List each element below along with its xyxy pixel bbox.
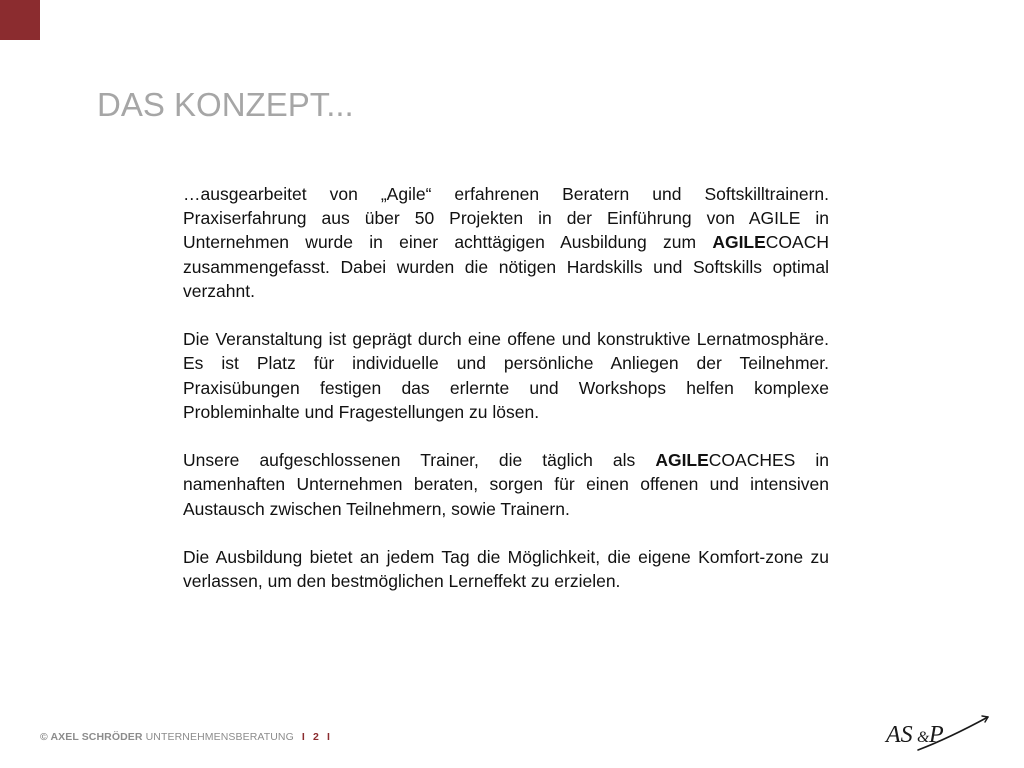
paragraph-4-text: Die Ausbildung bietet an jedem Tag die Möglichkeit, die eigene Komfort-zone zu verlassen, um den bestmöglichen Lerneffekt zu erzielen. xyxy=(183,547,829,592)
page-number: 2 xyxy=(312,731,319,743)
paragraph-3-text-a: Unsere aufgeschlossenen Trainer, die täglich als xyxy=(183,450,656,471)
paragraph-3-bold-agile: AGILE xyxy=(655,450,709,471)
paragraph-2 xyxy=(183,327,829,424)
paragraph-3 xyxy=(183,448,829,521)
paragraph-4 xyxy=(183,545,829,593)
paragraph-1-bold-agile: AGILE xyxy=(712,232,766,253)
svg-text:P: P xyxy=(929,722,944,748)
footer-separator-left: I xyxy=(301,731,305,743)
paragraph-1-text-a: …ausgearbeitet von „Agile“ erfahrenen Beratern und Softskilltrainern. Praxiserfahrung aus über 50 Projekten in der Einführung von AGILE in Unternehmen wurde in einer achttägigen Ausbildung zum xyxy=(183,184,829,253)
slide-body xyxy=(183,182,829,618)
asp-logo xyxy=(884,712,996,762)
paragraph-1 xyxy=(183,182,829,303)
paragraph-3-text-b: COACHES in namenhaften Unternehmen beraten, sorgen für einen offenen und intensiven Austausch zwischen Teilnehmern, sowie Trainern. xyxy=(183,450,829,519)
corner-accent-square xyxy=(0,0,40,40)
footer-copyright: © AXEL SCHRÖDER xyxy=(40,731,143,743)
footer-separator-right: I xyxy=(326,731,330,743)
svg-text:&: & xyxy=(917,729,930,746)
asp-logo-mark xyxy=(884,716,988,750)
paragraph-1-text-b: COACH zusammengefasst. Dabei wurden die nötigen Hardskills und Softskills optimal verzahnt. xyxy=(183,232,829,301)
slide-footer xyxy=(40,731,335,743)
paragraph-2-text: Die Veranstaltung ist geprägt durch eine offene und konstruktive Lernatmosphäre. Es ist Platz für individuelle und persönliche Anliegen der Teilnehmer. Praxisübungen festigen das erlernte und Workshops helfen komplexe Probleminhalte und Fragestellungen zu lösen. xyxy=(183,329,829,422)
footer-company: UNTERNEHMENSBERATUNG xyxy=(145,731,294,743)
svg-text:AS: AS xyxy=(886,722,913,748)
slide-title: DAS KONZEPT... xyxy=(97,86,354,123)
